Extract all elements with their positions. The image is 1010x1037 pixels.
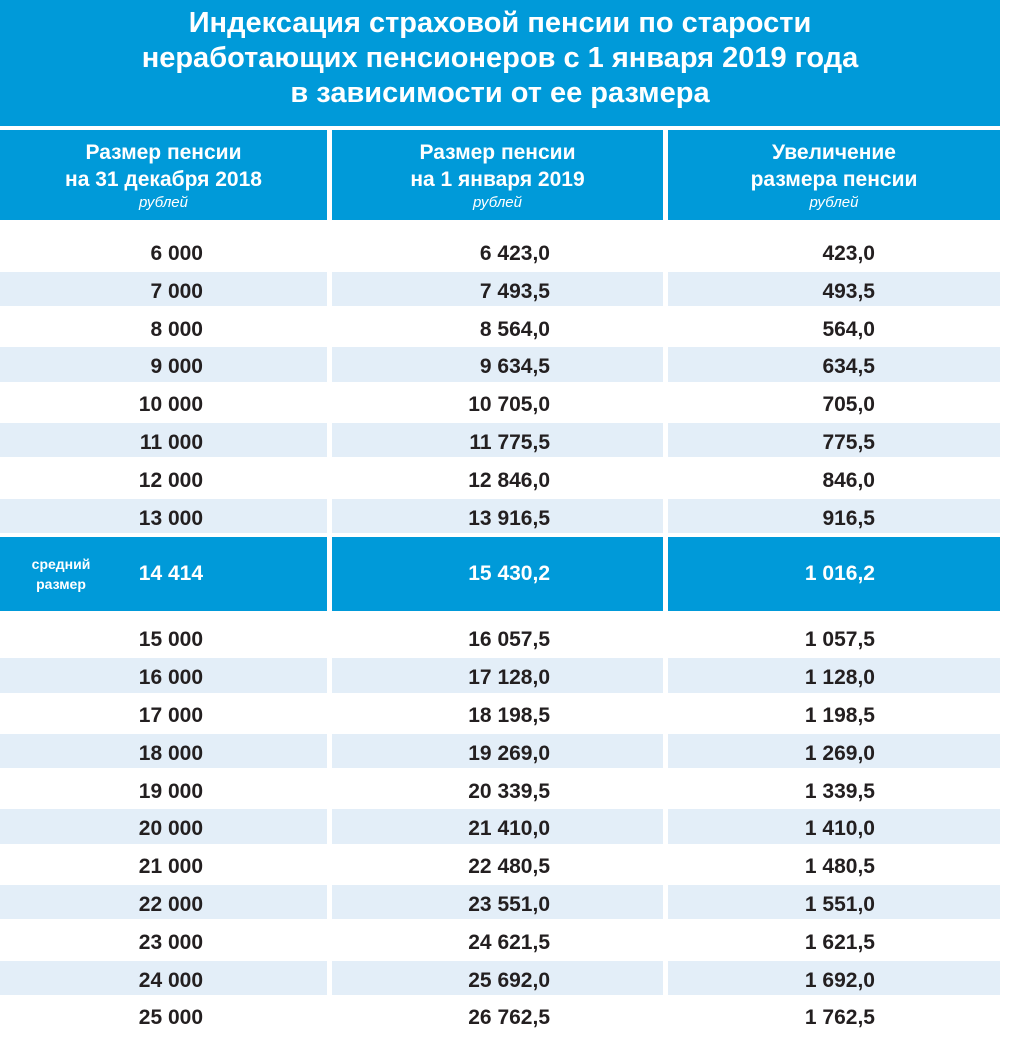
table-row xyxy=(0,499,1000,537)
column-header-line: на 31 декабря 2018 xyxy=(65,168,262,191)
new-pension-value: 17 128,0 xyxy=(468,666,550,690)
old-pension-value: 17 000 xyxy=(138,703,203,727)
column-header-old-pension xyxy=(0,130,327,220)
table-row xyxy=(0,658,1000,696)
old-pension-value: 13 000 xyxy=(138,506,203,530)
new-pension-value: 13 916,5 xyxy=(468,506,550,530)
average-label-line-1: средний xyxy=(31,556,91,573)
table-row xyxy=(0,961,1000,999)
increase-value: 1 692,0 xyxy=(804,968,875,992)
table-row xyxy=(0,461,1000,499)
average-label-line-2: размер xyxy=(36,576,86,593)
old-pension-value: 6 000 xyxy=(150,242,203,265)
new-pension-value: 6 423,0 xyxy=(479,242,550,265)
column-header-increase xyxy=(668,130,1000,220)
old-pension-value: 7 000 xyxy=(150,279,203,303)
increase-value: 1 198,5 xyxy=(804,703,875,727)
new-pension-value: 24 621,5 xyxy=(468,930,550,954)
table-body xyxy=(0,234,1000,1036)
table-row xyxy=(0,772,1000,810)
table-row xyxy=(0,734,1000,772)
increase-value: 423,0 xyxy=(822,242,875,265)
table-row xyxy=(0,696,1000,734)
table-row xyxy=(0,423,1000,461)
column-header-new-pension xyxy=(332,130,663,220)
increase-value: 1 410,0 xyxy=(804,817,875,841)
increase-value: 564,0 xyxy=(822,317,875,341)
new-pension-value: 21 410,0 xyxy=(468,817,550,841)
increase-value: 1 762,5 xyxy=(804,1006,875,1030)
table-title xyxy=(0,0,1000,126)
table-row xyxy=(0,310,1000,348)
increase-value: 916,5 xyxy=(822,506,875,530)
increase-value: 1 480,5 xyxy=(804,855,875,879)
table-row xyxy=(0,347,1000,385)
new-pension-value: 10 705,0 xyxy=(468,393,550,417)
table-row xyxy=(0,809,1000,847)
increase-value: 1 057,5 xyxy=(804,628,875,652)
old-pension-value: 25 000 xyxy=(138,1006,203,1030)
column-unit: рублей xyxy=(809,194,859,211)
new-pension-value: 8 564,0 xyxy=(479,317,550,341)
old-pension-value: 18 000 xyxy=(138,741,203,765)
column-header-line: Размер пенсии xyxy=(85,141,242,164)
table-row xyxy=(0,620,1000,658)
old-pension-value: 15 000 xyxy=(138,628,203,652)
title-line-1: Индексация страховой пенсии по старости xyxy=(188,7,812,39)
increase-value: 634,5 xyxy=(822,355,875,379)
old-pension-value: 24 000 xyxy=(138,968,203,992)
old-pension-value: 23 000 xyxy=(138,930,203,954)
new-pension-value: 25 692,0 xyxy=(468,968,550,992)
increase-value: 846,0 xyxy=(822,468,875,492)
average-old-value: 14 414 xyxy=(138,562,203,586)
table-row xyxy=(0,385,1000,423)
new-pension-value: 19 269,0 xyxy=(468,741,550,765)
column-header-line: Размер пенсии xyxy=(419,141,576,164)
table-row xyxy=(0,923,1000,961)
increase-value: 705,0 xyxy=(822,393,875,417)
old-pension-value: 20 000 xyxy=(138,817,203,841)
old-pension-value: 8 000 xyxy=(150,317,203,341)
new-pension-value: 23 551,0 xyxy=(468,892,550,916)
new-pension-value: 22 480,5 xyxy=(468,855,550,879)
table-row xyxy=(0,272,1000,310)
new-pension-value: 20 339,5 xyxy=(468,779,550,803)
table-row xyxy=(0,847,1000,885)
new-pension-value: 26 762,5 xyxy=(468,1006,550,1030)
new-pension-value: 12 846,0 xyxy=(468,468,550,492)
increase-value: 493,5 xyxy=(822,279,875,303)
new-pension-value: 11 775,5 xyxy=(469,430,550,454)
increase-value: 1 128,0 xyxy=(804,666,875,690)
column-unit: рублей xyxy=(473,194,522,211)
old-pension-value: 22 000 xyxy=(138,892,203,916)
title-line-3: в зависимости от ее размера xyxy=(290,77,710,109)
average-pension-row xyxy=(0,537,1000,617)
average-label xyxy=(16,554,106,594)
old-pension-value: 10 000 xyxy=(138,393,203,417)
table-row xyxy=(0,885,1000,923)
old-pension-value: 16 000 xyxy=(138,666,203,690)
old-pension-value: 11 000 xyxy=(139,430,203,454)
old-pension-value: 19 000 xyxy=(138,779,203,803)
new-pension-value: 18 198,5 xyxy=(468,703,550,727)
increase-value: 1 339,5 xyxy=(804,779,875,803)
title-line-2: неработающих пенсионеров с 1 января 2019 года xyxy=(141,42,859,74)
new-pension-value: 16 057,5 xyxy=(468,628,550,652)
column-header-line: размера пенсии xyxy=(750,168,918,191)
new-pension-value: 9 634,5 xyxy=(479,355,550,379)
increase-value: 1 551,0 xyxy=(804,892,875,916)
table-row xyxy=(0,998,1000,1036)
increase-value: 1 621,5 xyxy=(804,930,875,954)
new-pension-value: 7 493,5 xyxy=(479,279,550,303)
increase-value: 1 269,0 xyxy=(804,741,875,765)
column-header-line: Увеличение xyxy=(772,141,896,164)
column-header-line: на 1 января 2019 xyxy=(410,168,585,191)
average-new-value: 15 430,2 xyxy=(468,562,550,586)
old-pension-value: 21 000 xyxy=(138,855,203,879)
average-increase-value: 1 016,2 xyxy=(804,562,875,586)
column-unit: рублей xyxy=(139,194,188,211)
increase-value: 775,5 xyxy=(822,430,875,454)
old-pension-value: 12 000 xyxy=(138,468,203,492)
old-pension-value: 9 000 xyxy=(150,355,203,379)
table-row xyxy=(0,234,1000,272)
